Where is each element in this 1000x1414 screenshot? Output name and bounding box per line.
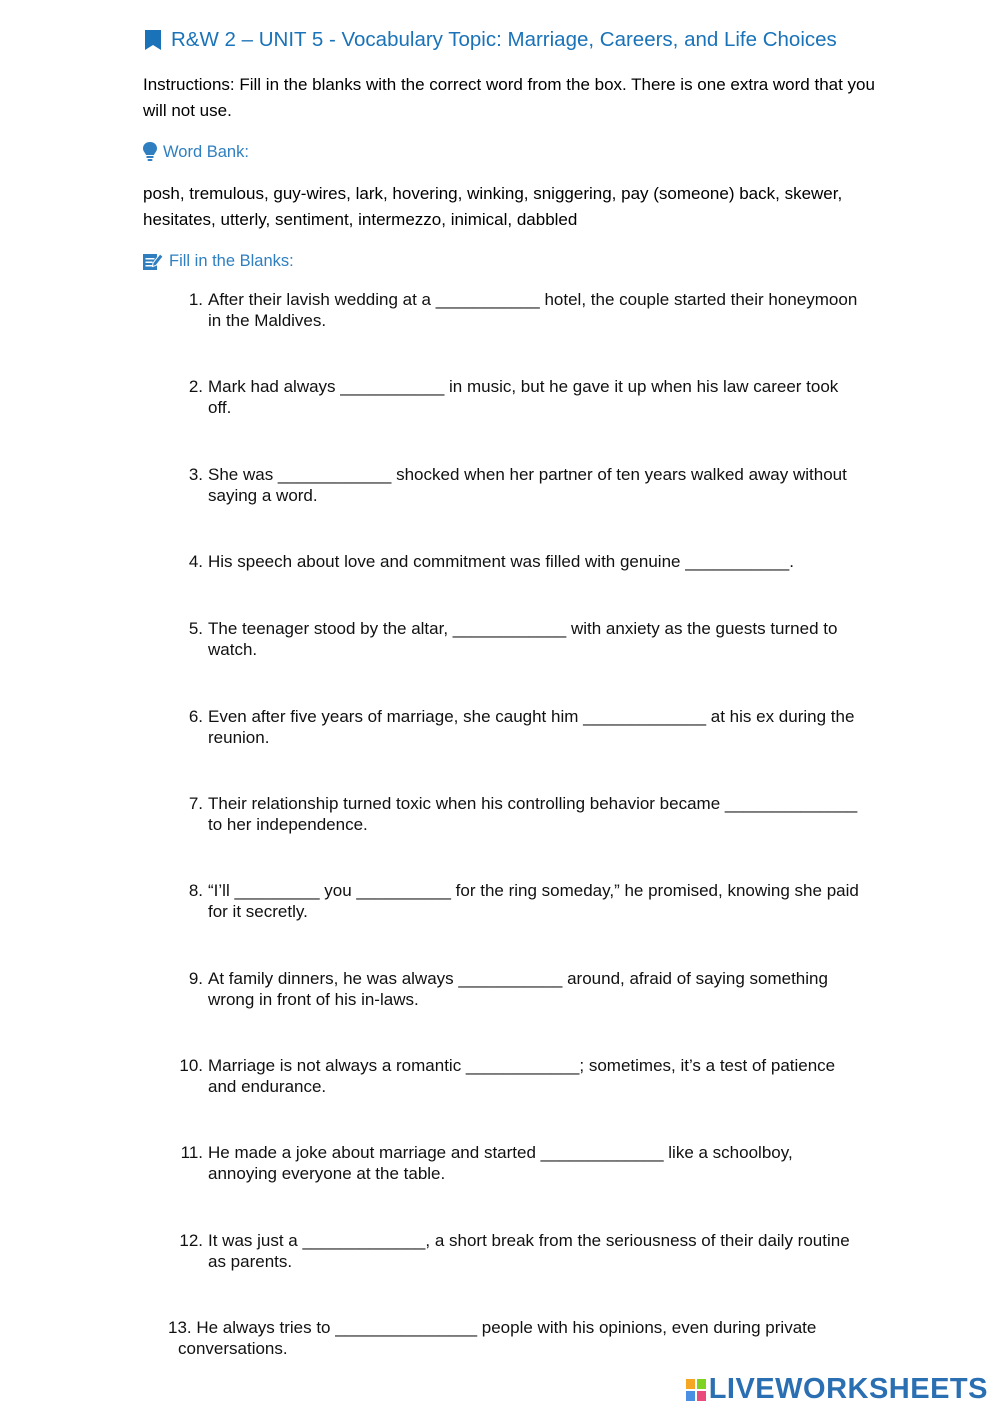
liveworksheets-logo xyxy=(686,1373,988,1406)
bookmark-icon xyxy=(145,30,161,50)
page-title xyxy=(145,28,837,52)
lightbulb-icon xyxy=(143,142,157,162)
question-text: At family dinners, he was always ___________ around, afraid of saying something wrong in front of his in-laws. xyxy=(208,969,828,1009)
question-13-line1: 13. He always tries to _______________ people with his opinions, even during private xyxy=(168,1318,817,1337)
question-13-line2: conversations. xyxy=(178,1338,288,1358)
question-item xyxy=(170,1143,860,1184)
question-number: 9. xyxy=(188,969,203,988)
fill-in-blanks-heading xyxy=(143,251,294,271)
question-number: 3. xyxy=(188,465,203,484)
liveworksheets-logo-text: LIVEWORKSHEETS xyxy=(708,1373,988,1405)
question-number: 12. xyxy=(179,1231,203,1250)
question-number: 6. xyxy=(188,707,203,726)
question-item xyxy=(170,619,860,660)
question-number: 8. xyxy=(188,881,203,900)
question-number: 11. xyxy=(180,1143,203,1162)
question-number: 4. xyxy=(188,552,203,571)
question-text: Even after five years of marriage, she caught him _____________ at his ex during the reunion. xyxy=(208,707,855,747)
question-text: His speech about love and commitment was filled with genuine ___________. xyxy=(208,552,794,571)
fill-in-blanks-label: Fill in the Blanks: xyxy=(169,251,294,270)
question-text: The teenager stood by the altar, ____________ with anxiety as the guests turned to watch. xyxy=(208,619,838,659)
question-item xyxy=(170,465,860,506)
word-bank-heading xyxy=(143,142,249,162)
question-item xyxy=(170,377,860,418)
question-item xyxy=(170,794,860,835)
edit-note-icon xyxy=(143,251,163,271)
question-item xyxy=(170,552,860,573)
page-title-text: R&W 2 – UNIT 5 - Vocabulary Topic: Marriage, Careers, and Life Choices xyxy=(171,28,837,51)
question-text: She was ____________ shocked when her partner of ten years walked away without saying a word. xyxy=(208,465,847,505)
question-number: 1. xyxy=(188,290,203,309)
question-number: 2. xyxy=(188,377,203,396)
word-bank-label: Word Bank: xyxy=(163,142,249,161)
question-text: He made a joke about marriage and started _____________ like a schoolboy, annoying everyone at the table. xyxy=(208,1143,793,1183)
question-item-13 xyxy=(168,1318,878,1359)
question-text: After their lavish wedding at a ___________ hotel, the couple started their honeymoon in the Maldives. xyxy=(208,290,858,330)
word-bank-list: posh, tremulous, guy-wires, lark, hovering, winking, sniggering, pay (someone) back, skewer, hesitates, utterly, sentiment, intermezzo, inimical, dabbled xyxy=(143,184,843,229)
question-number: 5. xyxy=(188,619,203,638)
question-number: 10. xyxy=(179,1056,203,1075)
question-text: “I’ll _________ you __________ for the ring someday,” he promised, knowing she paid for it secretly. xyxy=(208,881,859,921)
question-text: It was just a _____________, a short break from the seriousness of their daily routine as parents. xyxy=(208,1231,850,1271)
question-item xyxy=(170,1231,860,1272)
liveworksheets-logo-icon xyxy=(686,1379,706,1401)
instructions: Instructions: Fill in the blanks with the correct word from the box. There is one extra word that you will not use. xyxy=(143,75,875,120)
question-text: Marriage is not always a romantic ____________; sometimes, it’s a test of patience and endurance. xyxy=(208,1056,836,1096)
question-item xyxy=(170,881,860,922)
question-number: 7. xyxy=(188,794,203,813)
question-text: Mark had always ___________ in music, but he gave it up when his law career took off. xyxy=(208,377,839,417)
question-item xyxy=(170,290,860,331)
question-item xyxy=(170,969,860,1010)
question-text: Their relationship turned toxic when his controlling behavior became ______________ to her independence. xyxy=(208,794,858,834)
question-item xyxy=(170,1056,860,1097)
question-item xyxy=(170,707,860,748)
